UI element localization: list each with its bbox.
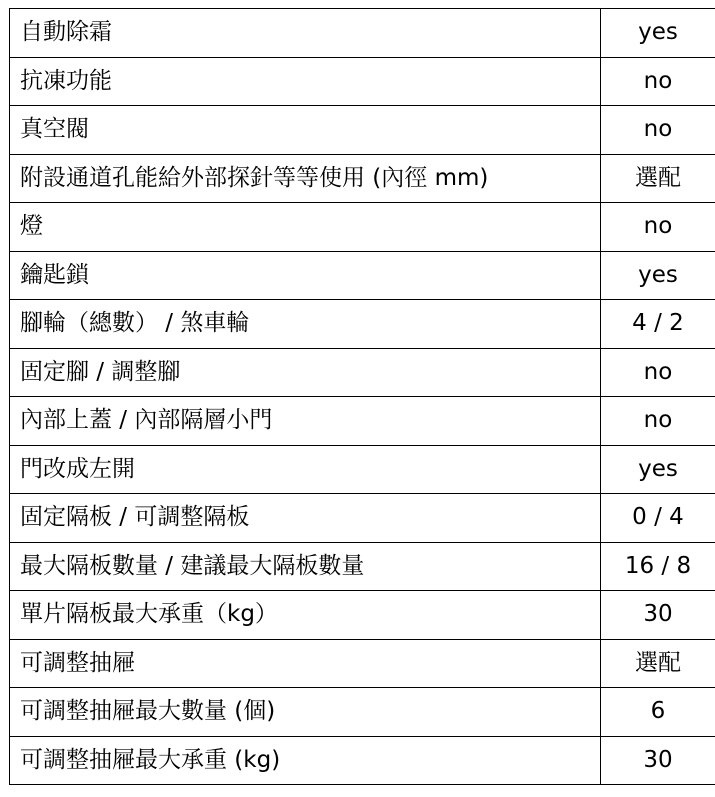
row-value: no	[601, 203, 715, 252]
row-label: 真空閥	[10, 106, 601, 155]
row-label: 附設通道孔能給外部探針等等使用 (內徑 mm)	[10, 154, 601, 203]
row-label: 燈	[10, 203, 601, 252]
row-value: no	[601, 397, 715, 446]
table-row	[10, 397, 715, 446]
row-value: no	[601, 57, 715, 106]
row-value: 選配	[601, 154, 715, 203]
spec-table	[9, 8, 715, 785]
row-label: 固定隔板 / 可調整隔板	[10, 494, 601, 543]
table-row	[10, 106, 715, 155]
row-value: 0 / 4	[601, 494, 715, 543]
table-row	[10, 348, 715, 397]
row-value: 30	[601, 591, 715, 640]
row-value: 選配	[601, 639, 715, 688]
row-label: 門改成左開	[10, 445, 601, 494]
row-label: 最大隔板數量 / 建議最大隔板數量	[10, 542, 601, 591]
spec-table-body	[10, 9, 715, 785]
table-row	[10, 542, 715, 591]
row-label: 自動除霜	[10, 9, 601, 58]
row-label: 腳輪（總數） / 煞車輪	[10, 300, 601, 349]
row-label: 內部上蓋 / 內部隔層小門	[10, 397, 601, 446]
row-label: 可調整抽屜	[10, 639, 601, 688]
row-label: 可調整抽屜最大承重 (kg)	[10, 736, 601, 785]
row-value: 6	[601, 688, 715, 737]
table-row	[10, 639, 715, 688]
row-value: no	[601, 348, 715, 397]
row-value: 4 / 2	[601, 300, 715, 349]
table-row	[10, 9, 715, 58]
table-row	[10, 154, 715, 203]
row-label: 抗凍功能	[10, 57, 601, 106]
table-row	[10, 203, 715, 252]
row-value: 16 / 8	[601, 542, 715, 591]
table-row	[10, 300, 715, 349]
table-row	[10, 688, 715, 737]
row-label: 固定腳 / 調整腳	[10, 348, 601, 397]
table-row	[10, 57, 715, 106]
row-label: 鑰匙鎖	[10, 251, 601, 300]
row-value: 30	[601, 736, 715, 785]
row-value: yes	[601, 251, 715, 300]
row-label: 可調整抽屜最大數量 (個)	[10, 688, 601, 737]
table-row	[10, 736, 715, 785]
row-value: yes	[601, 9, 715, 58]
table-row	[10, 445, 715, 494]
row-value: yes	[601, 445, 715, 494]
row-label: 單片隔板最大承重（kg）	[10, 591, 601, 640]
row-value: no	[601, 106, 715, 155]
table-row	[10, 591, 715, 640]
table-row	[10, 494, 715, 543]
table-row	[10, 251, 715, 300]
